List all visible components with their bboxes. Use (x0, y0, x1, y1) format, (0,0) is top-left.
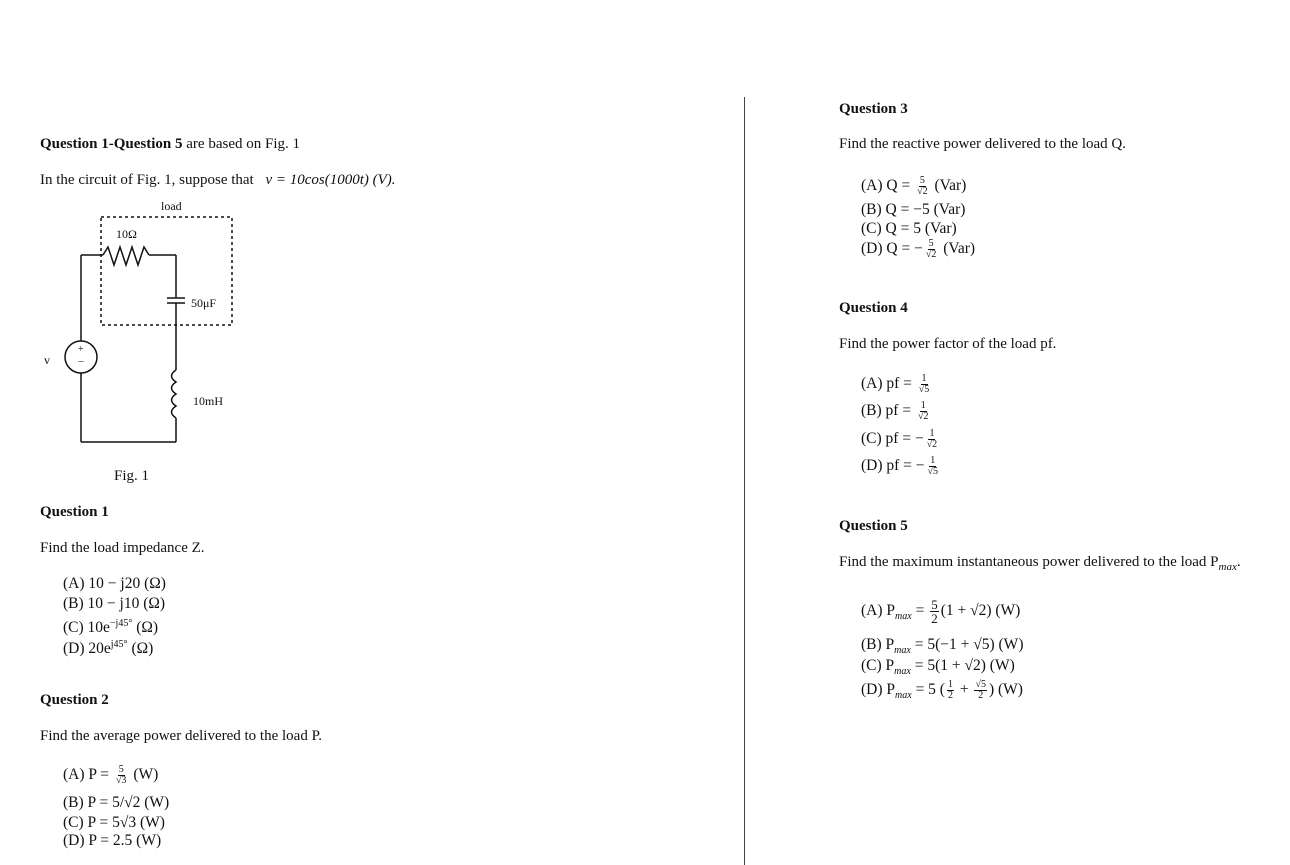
q3-option-c: (C) Q = 5 (Var) (861, 220, 957, 237)
column-divider (744, 97, 745, 865)
circuit-figure (30, 195, 260, 465)
q1-option-a: (A) 10 − j20 (Ω) (63, 575, 166, 592)
q5-option-a: (A) $P_{max}$ = $\frac{5}{2}$ (1 + √2) (W) (861, 597, 1021, 626)
q1-option-b: (B) 10 − j10 (Ω) (63, 595, 166, 612)
resistor-symbol (103, 247, 149, 265)
intro-line (40, 136, 300, 153)
intro-heading: Question 1-Question 5 (40, 136, 183, 152)
q2-option-d: (D) P = 2.5 (W) (63, 832, 162, 849)
q1-text: Find the load impedance Z. (40, 540, 205, 556)
figure-caption: Fig. 1 (114, 468, 150, 484)
q3-title: Question 3 (839, 101, 908, 117)
intro-rest: are based on Fig. 1 (182, 136, 300, 152)
q5-text: Find the maximum instantaneous power delivered to the load $P_{max}$. (839, 554, 1241, 573)
circuit-expression: v = 10cos(1000t) (V). (265, 172, 396, 188)
q5-option-b: (B) $P_{max} = 5(-1 + √5)$ (W) (861, 636, 1024, 657)
circuit-sentence (40, 172, 396, 189)
q2-option-a: (A) P = $\frac{5}{√3}$ (W) (63, 764, 159, 786)
q5-option-c: (C) $P_{max} = 5(1 + √2)$ (W) (861, 657, 1015, 678)
inductor-label: 10mH (193, 394, 223, 408)
minus-sign: − (78, 356, 85, 368)
q3-text: Find the reactive power delivered to the load Q. (839, 136, 1126, 152)
q4-title: Question 4 (839, 300, 908, 316)
circuit-sentence-text: In the circuit of Fig. 1, suppose that (40, 172, 254, 188)
capacitor-label: 50μF (191, 296, 217, 310)
load-label: load (161, 199, 182, 213)
q4-option-d: (D) pf = − $\frac{1}{√5}$ (861, 455, 939, 477)
q4-option-b: (B) pf = $\frac{1}{√2}$ (861, 400, 929, 422)
q5-title: Question 5 (839, 518, 908, 534)
q4-option-a: (A) pf = $\frac{1}{√5}$ (861, 373, 930, 395)
q5-option-d: (D) $P_{max} = 5$ ( $\frac{1}{2}$ + $\frac{√5}{2}$ ) (W) (861, 679, 1023, 702)
q2-text: Find the average power delivered to the load P. (40, 728, 322, 744)
inductor-symbol (172, 370, 177, 418)
q4-text: Find the power factor of the load pf. (839, 336, 1057, 352)
q1-title: Question 1 (40, 504, 109, 520)
q3-option-b: (B) Q = −5 (Var) (861, 201, 966, 218)
q2-option-b: (B) P = 5/√2 (W) (63, 794, 170, 811)
resistor-label: 10Ω (116, 227, 137, 241)
plus-sign: + (78, 344, 84, 355)
q3-option-a: (A) Q = $\frac{5}{√2}$ (Var) (861, 175, 967, 197)
q3-option-d: (D) Q = − $\frac{5}{√2}$ (Var) (861, 238, 976, 260)
q4-option-c: (C) pf = − $\frac{1}{√2}$ (861, 428, 938, 450)
source-label: v (44, 353, 50, 367)
q2-title: Question 2 (40, 692, 109, 708)
q1-option-c: (C) $10e^{-j45^\circ}$ (Ω) (63, 618, 159, 637)
q2-option-c: (C) P = 5√3 (W) (63, 814, 165, 831)
q1-option-d: (D) $20e^{j45^\circ}$ (Ω) (63, 639, 154, 658)
